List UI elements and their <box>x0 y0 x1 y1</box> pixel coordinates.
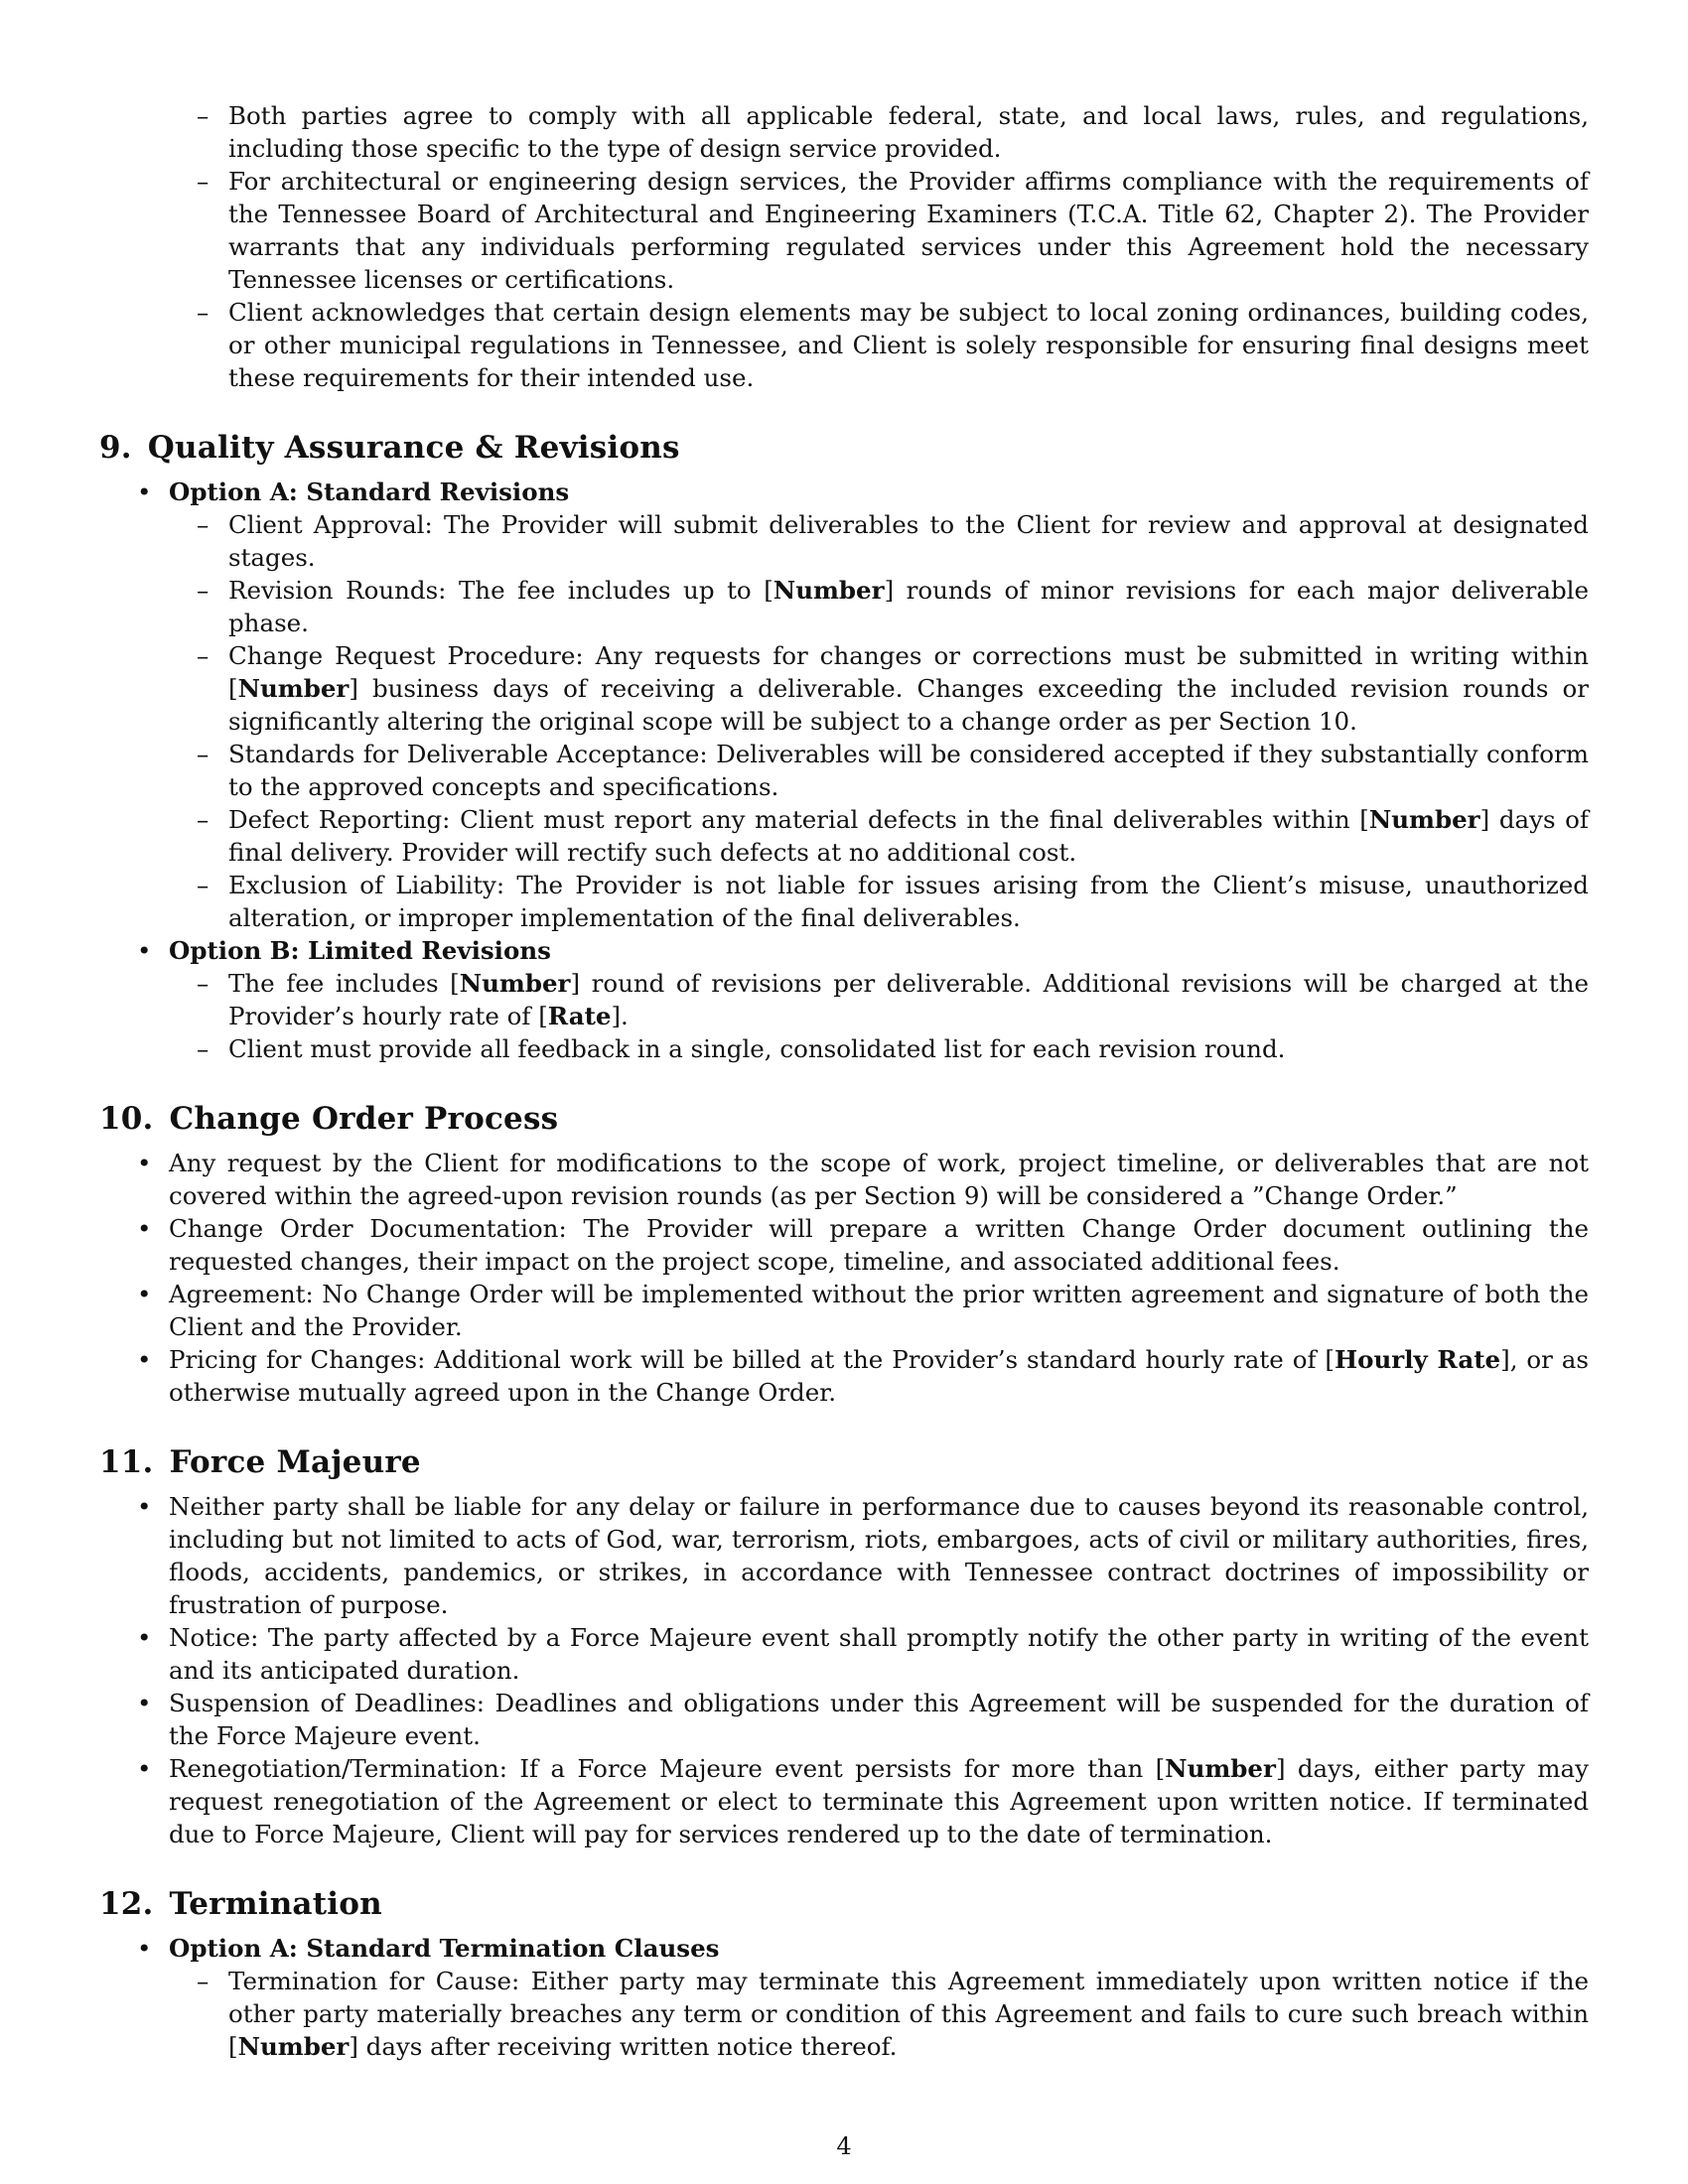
list-item: • Change Order Documentation: The Provider will prepare a written Change Order document outlining the requested changes, their impact on the project scope, timeline, and associated additional fees. <box>137 1214 1589 1276</box>
list-item: • Renegotiation/Termination: If a Force Majeure event persists for more than [Number] days, either party may request renegotiation of the Agreement or elect to terminate this Agreement upon written notice. If terminated due to Force Majeure, Client will pay for services rendered up to the date of termination. <box>137 1754 1589 1848</box>
dash-marker: – <box>197 298 210 327</box>
bullet-marker: • <box>137 1754 152 1783</box>
dash-marker: – <box>197 871 210 899</box>
bullet-marker: • <box>137 1345 152 1374</box>
dash-marker: – <box>197 576 210 605</box>
section-11-list <box>99 1490 1589 1850</box>
list-item: • Neither party shall be liable for any delay or failure in performance due to causes beyond its reasonable control, including but not limited to acts of God, war, terrorism, riots, embargoes, acts of civil or military authorities, fires, floods, accidents, pandemics, or strikes, in accordance with Tennessee contract doctrines of impossibility or frustration of purpose. <box>137 1492 1589 1619</box>
placeholder: Number <box>1165 1754 1276 1783</box>
page-number: 4 <box>836 2132 852 2160</box>
placeholder: Number <box>773 576 885 605</box>
placeholder: Number <box>237 2032 350 2061</box>
dash-marker: – <box>197 101 210 130</box>
dash-marker: – <box>197 510 210 539</box>
section-9-options <box>99 476 1589 1065</box>
list-item: – Change Request Procedure: Any requests for changes or corrections must be submitted in writing within [Number] business days of receiving a deliverable. Changes exceeding the included revision rounds or significantly altering the original scope will be subject to a change order as per Section 10. <box>197 641 1589 736</box>
list-item: – Client acknowledges that certain design elements may be subject to local zoning ordinances, building codes, or other municipal regulations in Tennessee, and Client is solely responsible for ensuring final designs meet these requirements for their intended use. <box>197 298 1589 392</box>
bullet-marker: • <box>137 1280 152 1308</box>
list-item: • Suspension of Deadlines: Deadlines and obligations under this Agreement will be suspended for the duration of the Force Majeure event. <box>137 1689 1589 1750</box>
page-content <box>99 99 1589 2063</box>
bullet-marker: • <box>137 1934 152 1963</box>
section-10-list <box>99 1147 1589 1409</box>
option-item <box>99 1932 1589 2063</box>
list-item: – Standards for Deliverable Acceptance: Deliverables will be considered accepted if they substantially conform to the approved concepts and specifications. <box>197 740 1589 801</box>
placeholder: Number <box>237 674 350 703</box>
list-item: – Client must provide all feedback in a single, consolidated list for each revision round. <box>197 1034 1286 1063</box>
list-item: • Agreement: No Change Order will be implemented without the prior written agreement and signature of both the Client and the Provider. <box>137 1280 1589 1341</box>
placeholder: Rate <box>547 1002 612 1030</box>
bullet-marker: • <box>137 1492 152 1521</box>
option-item <box>99 476 1589 934</box>
bullet-marker: • <box>137 1689 152 1717</box>
section-heading-10: 10. Change Order Process <box>99 1101 559 1137</box>
bullet-marker: • <box>137 1623 152 1652</box>
list-item: – Defect Reporting: Client must report any material defects in the final deliverables within [Number] days of final delivery. Provider will rectify such defects at no additional cost. <box>197 805 1589 867</box>
option-title: Option B: Limited Revisions <box>169 936 551 965</box>
dash-marker: – <box>197 641 210 670</box>
dash-marker: – <box>197 1034 210 1063</box>
placeholder: Hourly Rate <box>1335 1345 1501 1374</box>
dash-marker: – <box>197 1967 210 1995</box>
section-12-options <box>99 1932 1589 2063</box>
option-a-list <box>169 508 1589 934</box>
list-item: – For architectural or engineering design services, the Provider affirms compliance with the requirements of the Tennessee Board of Architectural and Engineering Examiners (T.C.A. Title 62, Chapter 2). The Provider warrants that any individuals performing regulated services under this Agreement hold the necessary Tennessee licenses or certifications. <box>197 167 1589 294</box>
dash-marker: – <box>197 805 210 834</box>
bullet-marker: • <box>137 1214 152 1243</box>
section-heading-11: 11. Force Majeure <box>99 1444 421 1480</box>
section-heading-9: 9. Quality Assurance & Revisions <box>99 430 680 466</box>
bullet-marker: • <box>137 936 152 965</box>
compliance-list <box>99 99 1589 394</box>
list-item: • Any request by the Client for modifications to the scope of work, project timeline, or deliverables that are not covered within the agreed-upon revision rounds (as per Section 9) will be considered a ”Change Order.” <box>137 1149 1589 1210</box>
list-item: – Termination for Cause: Either party may terminate this Agreement immediately upon written notice if the other party materially breaches any term or condition of this Agreement and fails to cure such breach within [Number] days after receiving written notice thereof. <box>197 1967 1589 2061</box>
bullet-marker: • <box>137 1149 152 1177</box>
option-title: Option A: Standard Termination Clauses <box>169 1934 720 1963</box>
placeholder: Number <box>459 969 571 998</box>
option-item <box>99 934 1589 1065</box>
list-item: – Exclusion of Liability: The Provider is not liable for issues arising from the Client’s misuse, unauthorized alteration, or improper implementation of the final deliverables. <box>197 871 1589 932</box>
list-item: • Notice: The party affected by a Force Majeure event shall promptly notify the other party in writing of the event and its anticipated duration. <box>137 1623 1589 1685</box>
list-item: – Client Approval: The Provider will submit deliverables to the Client for review and approval at designated stages. <box>197 510 1589 572</box>
option-b-list <box>169 967 1589 1065</box>
dash-marker: – <box>197 969 210 998</box>
list-item: – Both parties agree to comply with all applicable federal, state, and local laws, rules, and regulations, including those specific to the type of design service provided. <box>197 101 1589 163</box>
bullet-marker: • <box>137 478 152 506</box>
section-heading-12: 12. Termination <box>99 1886 382 1922</box>
dash-marker: – <box>197 167 210 196</box>
placeholder: Number <box>1368 805 1480 834</box>
list-item: • Pricing for Changes: Additional work will be billed at the Provider’s standard hourly rate of [Hourly Rate], or as otherwise mutually agreed upon in the Change Order. <box>137 1345 1589 1407</box>
list-item: – Revision Rounds: The fee includes up to [Number] rounds of minor revisions for each major deliverable phase. <box>197 576 1589 637</box>
list-item: – The fee includes [Number] round of revisions per deliverable. Additional revisions will be charged at the Provider’s hourly rate of [Rate]. <box>197 969 1589 1030</box>
termination-list <box>169 1965 1589 2063</box>
dash-marker: – <box>197 740 210 768</box>
option-title: Option A: Standard Revisions <box>169 478 570 506</box>
